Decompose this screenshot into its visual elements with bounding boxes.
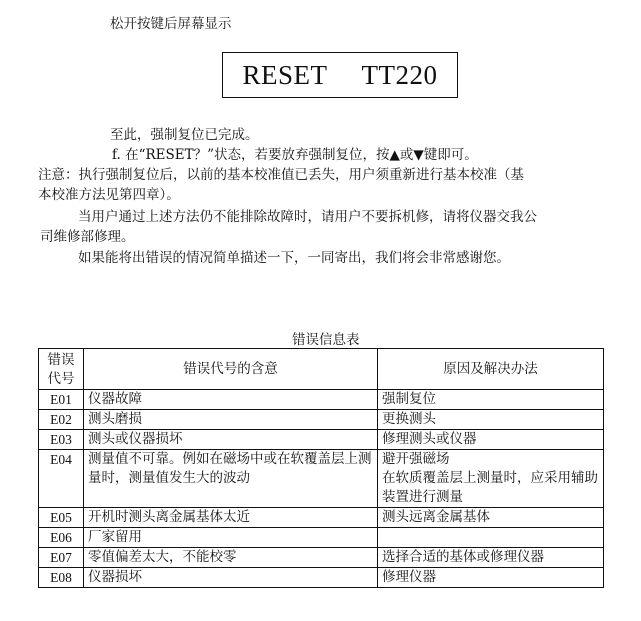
cell-solution: 测头远离金属基体 (378, 508, 604, 528)
cell-meaning: 厂家留用 (84, 528, 378, 548)
cell-code: E04 (39, 450, 84, 508)
cell-solution: 选择合适的基体或修理仪器 (378, 548, 604, 568)
paragraph-cancel-reset: f. 在“RESET？”状态，若要放弃强制复位，按▲或▼键即可。 (112, 147, 478, 163)
cell-code: E06 (39, 528, 84, 548)
table-row (39, 568, 604, 588)
table-row (39, 508, 604, 528)
cell-meaning: 零值偏差太大，不能校零 (84, 548, 378, 568)
header-meaning: 错误代号的含意 (84, 349, 378, 390)
display-word-model: TT220 (361, 59, 438, 90)
table-row (39, 528, 604, 548)
cell-solution: 修理测头或仪器 (378, 430, 604, 450)
cell-code: E08 (39, 568, 84, 588)
table-caption: 错误信息表 (292, 332, 360, 348)
cell-meaning: 测头或仪器损坏 (84, 430, 378, 450)
cell-code: E01 (39, 390, 84, 410)
cell-solution: 强制复位 (378, 390, 604, 410)
paragraph-repair-line-2: 司维修部修理。 (40, 229, 135, 245)
cell-meaning: 开机时测头离金属基体太近 (84, 508, 378, 528)
cell-solution: 更换测头 (378, 410, 604, 430)
error-info-table (38, 348, 604, 588)
table-row (39, 450, 604, 508)
lcd-display-box (222, 52, 458, 98)
table-row (39, 390, 604, 410)
cell-code: E02 (39, 410, 84, 430)
cell-code: E05 (39, 508, 84, 528)
paragraph-reset-done: 至此，强制复位已完成。 (110, 127, 259, 143)
cell-solution: 避开强磁场 在软质覆盖层上测量时，应采用辅助装置进行测量 (378, 450, 604, 508)
cell-meaning: 测量值不可靠。例如在磁场中或在软覆盖层上测量时，测量值发生大的波动 (84, 450, 378, 508)
cell-meaning: 仪器损坏 (84, 568, 378, 588)
cell-solution (378, 528, 604, 548)
display-word-reset: RESET (242, 59, 328, 90)
table-row (39, 430, 604, 450)
intro-line: 松开按键后屏幕显示 (110, 16, 232, 32)
cell-code: E07 (39, 548, 84, 568)
table-header-row (39, 349, 604, 390)
paragraph-thanks: 如果能将出错误的情况简单描述一下，一同寄出，我们将会非常感谢您。 (78, 250, 510, 266)
cell-meaning: 仪器故障 (84, 390, 378, 410)
cell-solution: 修理仪器 (378, 568, 604, 588)
cell-code: E03 (39, 430, 84, 450)
table-row (39, 410, 604, 430)
table-row (39, 548, 604, 568)
paragraph-repair-line-1: 当用户通过上述方法仍不能排除故障时，请用户不要拆机修，请将仪器交我公 (78, 209, 537, 225)
note-line-1: 注意：执行强制复位后，以前的基本校准值已丢失，用户须重新进行基本校准（基 (38, 167, 524, 183)
header-code: 错误代号 (39, 349, 84, 390)
cell-meaning: 测头磨损 (84, 410, 378, 430)
header-solution: 原因及解决办法 (378, 349, 604, 390)
note-line-2: 本校准方法见第四章）。 (38, 187, 180, 203)
